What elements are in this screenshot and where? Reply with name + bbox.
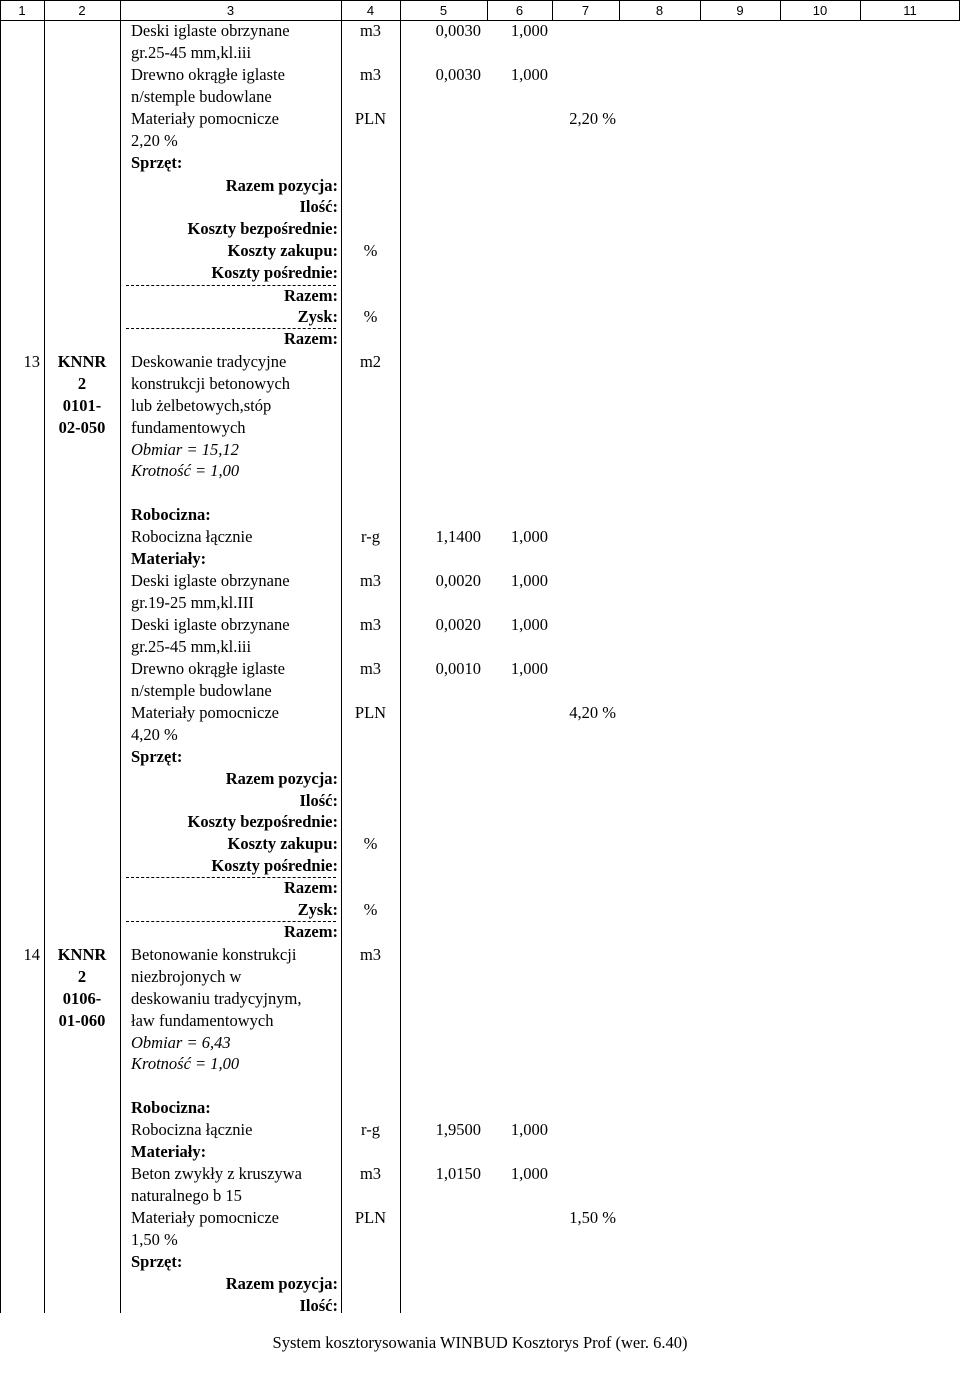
row-description: Drewno okrągłe iglaste [131,65,285,84]
row-description: Sprzęt: [131,1252,183,1271]
row-summary-label: Koszty zakupu: [227,834,338,853]
dashed-separator [126,285,336,286]
row-description: Deskowanie tradycyjne [131,352,287,371]
row-coefficient: 1,000 [510,571,548,590]
position-code: KNNR [57,945,107,964]
row-description: Krotność = 1,00 [131,461,240,480]
dashed-separator [126,328,336,329]
row-unit: m3 [359,615,382,634]
column-divider [0,0,1,1313]
row-summary-label: Razem pozycja: [225,769,338,788]
row-coefficient: 1,000 [510,1164,548,1183]
row-unit: PLN [354,1208,387,1227]
row-unit: m3 [359,65,382,84]
row-summary-label: Razem pozycja: [225,1274,338,1293]
position-code: 2 [77,374,87,393]
row-description: gr.19-25 mm,kl.III [131,593,254,612]
row-summary-label: Ilość: [299,791,338,810]
row-summary-label: Koszty bezpośrednie: [187,219,338,238]
row-summary-label: Zysk: [297,900,338,919]
row-description: Beton zwykły z kruszywa [131,1164,302,1183]
row-summary-label: Ilość: [299,1296,338,1315]
column-divider [700,0,701,20]
row-description: Materiały pomocnicze [131,703,279,722]
row-description: niezbrojonych w [131,967,242,986]
row-norm: 0,0010 [435,659,481,678]
column-divider [619,0,620,20]
row-percentage: 2,20 % [569,109,616,128]
column-divider [400,0,401,1313]
row-description: lub żelbetowych,stóp [131,396,272,415]
dashed-separator [126,877,336,878]
row-description: Obmiar = 15,12 [131,440,239,459]
row-unit: PLN [354,703,387,722]
column-divider [487,0,488,20]
row-description: 4,20 % [131,725,178,744]
row-description: Sprzęt: [131,747,183,766]
column-number: 9 [736,3,744,18]
row-coefficient: 1,000 [510,21,548,40]
row-description: Krotność = 1,00 [131,1054,240,1073]
column-number: 10 [812,3,828,18]
row-description: naturalnego b 15 [131,1186,242,1205]
column-number: 1 [18,3,26,18]
row-unit: % [363,834,378,853]
column-number: 7 [581,3,590,18]
row-description: gr.25-45 mm,kl.iii [131,43,252,62]
row-summary-label: Ilość: [299,197,338,216]
position-number: 13 [23,352,40,371]
row-description: Robocizna łącznie [131,1120,253,1139]
row-summary-label: Koszty zakupu: [227,241,338,260]
row-description: Sprzęt: [131,153,183,172]
row-description: gr.25-45 mm,kl.iii [131,637,252,656]
row-description: Deski iglaste obrzynane [131,571,290,590]
position-code: 0106- [62,989,102,1008]
row-unit: r-g [361,1120,380,1139]
row-coefficient: 1,000 [510,1120,548,1139]
position-code: 2 [77,967,87,986]
row-summary-label: Koszty pośrednie: [211,263,338,282]
column-divider [120,0,121,1313]
row-unit: m3 [359,1164,382,1183]
column-number: 11 [903,3,917,18]
row-unit: % [363,307,378,326]
row-unit: % [363,241,378,260]
position-code: 0101- [62,396,102,415]
column-divider [44,0,45,1313]
row-summary-label: Razem: [283,878,338,897]
row-summary-label: Razem: [283,329,338,348]
row-description: deskowaniu tradycyjnym, [131,989,302,1008]
row-summary-label: Koszty bezpośrednie: [187,812,338,831]
row-summary-label: Koszty pośrednie: [211,856,338,875]
page-number [0,1375,432,1395]
row-norm: 1,1400 [435,527,481,546]
column-number: 6 [515,3,524,18]
row-description: Materiały: [131,549,207,568]
column-number: 4 [366,3,375,18]
row-description: fundamentowych [131,418,246,437]
row-summary-label: Razem: [283,922,338,941]
column-number: 2 [78,3,86,18]
position-code: 02-050 [58,418,106,437]
row-norm: 0,0020 [435,615,481,634]
row-description: Robocizna: [131,505,211,524]
dashed-separator [126,921,336,922]
row-description: ław fundamentowych [131,1011,274,1030]
row-norm: 0,0030 [435,65,481,84]
system-footer: System kosztorysowania WINBUD Kosztorys Prof (wer. 6.40) [272,1333,688,1352]
row-norm: 1,9500 [435,1120,481,1139]
row-description: Deski iglaste obrzynane [131,615,290,634]
row-coefficient: 1,000 [510,615,548,634]
row-unit: m3 [359,571,382,590]
row-description: n/stemple budowlane [131,87,272,106]
row-unit: r-g [361,527,380,546]
row-description: Drewno okrągłe iglaste [131,659,285,678]
row-description: n/stemple budowlane [131,681,272,700]
row-unit: % [363,900,378,919]
row-description: Obmiar = 6,43 [131,1033,231,1052]
column-number-header [0,0,960,20]
row-unit: m3 [359,21,382,40]
row-unit: m3 [359,945,382,964]
row-norm: 0,0020 [435,571,481,590]
row-coefficient: 1,000 [510,527,548,546]
row-description: 2,20 % [131,131,178,150]
row-unit: PLN [354,109,387,128]
position-code: KNNR [57,352,107,371]
row-summary-label: Razem: [283,286,338,305]
row-summary-label: Zysk: [297,307,338,326]
position-code: 01-060 [58,1011,106,1030]
row-description: Materiały pomocnicze [131,109,279,128]
row-description: konstrukcji betonowych [131,374,291,393]
row-percentage: 1,50 % [569,1208,616,1227]
row-description: Robocizna łącznie [131,527,253,546]
row-coefficient: 1,000 [510,659,548,678]
row-description: Robocizna: [131,1098,211,1117]
column-number: 8 [655,3,664,18]
row-description: 1,50 % [131,1230,178,1249]
row-coefficient: 1,000 [510,65,548,84]
row-unit: m3 [359,659,382,678]
column-number: 3 [226,3,235,18]
row-description: Deski iglaste obrzynane [131,21,290,40]
row-description: Betonowanie konstrukcji [131,945,297,964]
row-description: Materiały pomocnicze [131,1208,279,1227]
column-divider [552,0,553,20]
row-percentage: 4,20 % [569,703,616,722]
row-unit: m2 [359,352,382,371]
column-divider [341,0,342,1313]
position-number: 14 [23,945,40,964]
column-number: 5 [439,3,448,18]
row-norm: 0,0030 [435,21,481,40]
row-norm: 1,0150 [435,1164,481,1183]
column-divider [780,0,781,20]
row-summary-label: Razem pozycja: [225,176,338,195]
row-description: Materiały: [131,1142,207,1161]
column-divider [860,0,861,20]
